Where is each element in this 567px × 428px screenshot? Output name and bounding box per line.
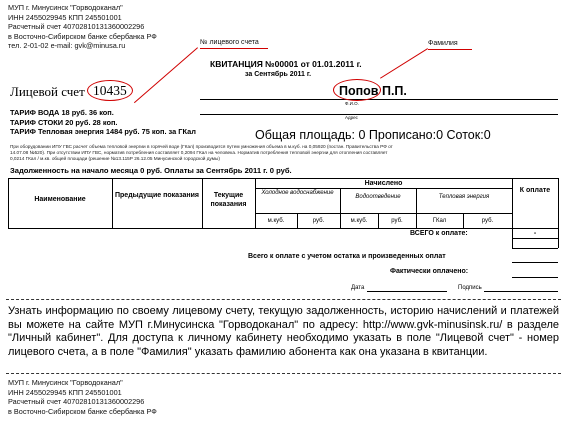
- fio-caption: Ф.И.О.: [345, 101, 359, 106]
- subscriber-surname: Попов П.П.: [339, 84, 407, 98]
- group-drainage: Водоотведение: [355, 194, 401, 200]
- actual-paid-label: Фактически оплачено:: [390, 268, 469, 275]
- address-underline: [200, 114, 558, 115]
- org-account: Расчетный счет 40702810131360002296: [8, 22, 145, 32]
- account-annotation-pointer: [134, 47, 198, 103]
- surname-annotation: Фамилия: [428, 40, 458, 47]
- receipt-period: за Сентябрь 2011 г.: [245, 71, 312, 78]
- date-label: Дата: [351, 285, 365, 291]
- tariff-water: ТАРИФ ВОДА 18 руб. 36 коп.: [10, 108, 114, 117]
- debt-line: Задолженность на начало месяца 0 руб. Оплаты за Сентябрь 2011 г. 0 руб.: [10, 166, 292, 175]
- org-account: Расчетный счет 40702810131360002296: [8, 397, 145, 407]
- surname-highlight: [333, 79, 381, 101]
- account-label: Лицевой счет: [10, 84, 85, 99]
- address-caption: Адрес: [345, 115, 358, 120]
- online-account-info: Узнать информацию по своему лицевому счету, текущую задолженность, историю начислений и платежей вы можете на сайте МУП г.Минусинска "Горводоканал" по адресу: http://www.gvk-minusinsk.ru/ в разделе "Личный кабинет". Для доступа к личному кабинету необходимо указать в поле "Лицевой счет" - номер лицевого счета, а в поле "Фамилия" указать фамилию абонента как она указана в квитанции.: [8, 305, 559, 358]
- org-inn: ИНН 2455029945 КПП 245501001: [8, 12, 122, 22]
- tariffs-block: [10, 108, 196, 137]
- col-charged-header: Начислено: [364, 180, 403, 187]
- signature-label: Подпись: [458, 285, 482, 291]
- fine-print-line: 14.07.08 №520). При отсутствии ИПУ ГВС, норматив потребления составляет 0,2094 ГКал на человека. Норматив потребления тепловой энергии для отопления составляет: [10, 150, 388, 156]
- surname-annotation-underline: [428, 49, 472, 50]
- account-number-highlight: [87, 80, 133, 101]
- col-name-header: Наименование: [34, 196, 86, 203]
- tariff-sewage: ТАРИФ СТОКИ 20 руб. 28 коп.: [10, 117, 118, 127]
- org-bank: в Восточно-Сибирском банке сбербанка РФ: [8, 31, 157, 41]
- total-value: -: [533, 230, 537, 237]
- org-inn: ИНН 2455029945 КПП 245501001: [8, 387, 122, 397]
- subcol-rubles: руб.: [481, 218, 494, 224]
- col-cur-header: Текущие показания: [210, 192, 247, 208]
- fine-print: [10, 144, 393, 163]
- account-annotation-underline: [200, 48, 268, 49]
- subcol-cubic-meters: м.куб.: [350, 218, 368, 224]
- fine-print-line: 0,0214 ГКал / м.кв. общей площади (решение №13.115Р 26.12.05 Минусинской городской думы): [10, 156, 220, 162]
- subcol-rubles: руб.: [312, 218, 325, 224]
- fine-print-line: При оборудовании ИПУ ГВС расчет объема тепловой энергии в горячей воде (ГКал) производится путем умножения объема в м.куб. на 0,05920 (постан. Правительства РФ от: [10, 144, 393, 149]
- account-number: 10435: [93, 83, 127, 98]
- col-topay-header: К оплате: [519, 187, 551, 194]
- subcol-cubic-meters: м.куб.: [267, 218, 285, 224]
- surname-annotation-pointer: [380, 48, 428, 79]
- receipt-title: КВИТАНЦИЯ №00001 от 01.01.2011 г.: [210, 59, 362, 69]
- org-contacts: тел. 2-01-02 e-mail: gvk@minusa.ru: [8, 41, 126, 51]
- organization-header: [8, 3, 157, 51]
- tariff-heat: ТАРИФ Тепловая энергия 1484 руб. 75 коп. за ГКал: [10, 127, 196, 136]
- org-name: МУП г. Минусинск "Горводоканал": [8, 378, 123, 387]
- cut-line-bottom: [6, 373, 561, 374]
- organization-footer: [8, 378, 157, 416]
- subcol-gcal: ГКал: [432, 218, 447, 224]
- account-number-annotation: № лицевого счета: [200, 39, 259, 46]
- total-with-balance-label: Всего к оплате с учетом остатка и произведенных оплат: [248, 253, 446, 260]
- org-name: МУП г. Минусинск "Горводоканал": [8, 3, 123, 12]
- total-label: ВСЕГО к оплате:: [410, 230, 468, 237]
- group-heat: Тепловая энергия: [438, 194, 490, 200]
- fio-underline: [200, 99, 558, 100]
- area-summary: Общая площадь: 0 Прописано:0 Соток:0: [255, 128, 491, 142]
- col-prev-header: Предыдущие показания: [115, 192, 199, 199]
- subcol-rubles: руб.: [391, 218, 403, 224]
- org-bank: в Восточно-Сибирском банке сбербанка РФ: [8, 406, 157, 416]
- group-cold-water: Холодное водоснабжение: [261, 190, 334, 196]
- cut-line-top: [6, 299, 561, 300]
